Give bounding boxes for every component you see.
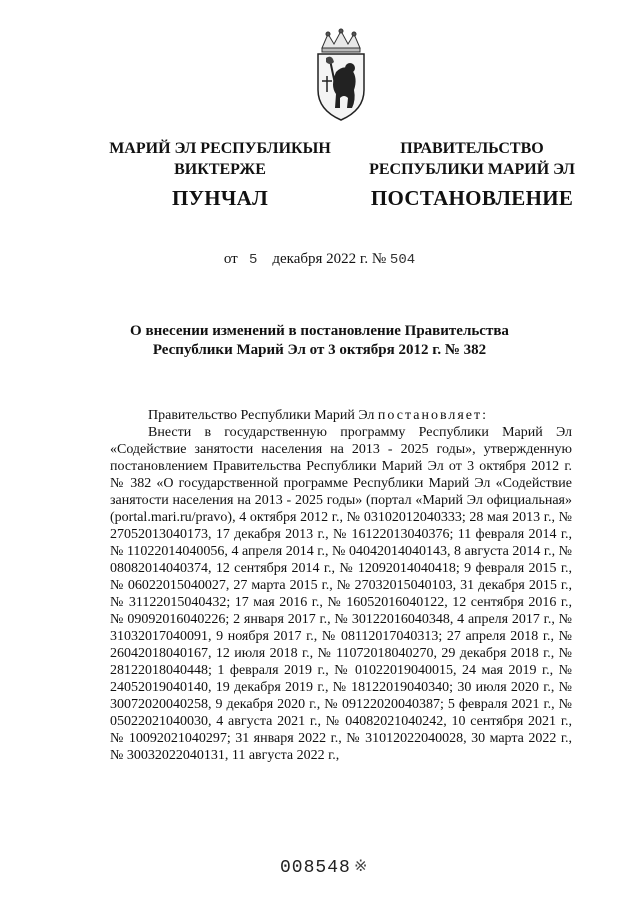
- date-day: 5: [248, 252, 258, 268]
- body-intro-spaced: постановляет:: [377, 408, 489, 423]
- body-intro: [110, 407, 572, 424]
- document-title-line1: О внесении изменений в постановление Правительства: [130, 323, 509, 339]
- header-right-line1: ПРАВИТЕЛЬСТВО: [400, 140, 544, 157]
- header-right-line2: РЕСПУБЛИКИ МАРИЙ ЭЛ: [369, 161, 575, 178]
- header-right-doc-type: ПОСТАНОВЛЕНИЕ: [370, 186, 574, 210]
- body-paragraph: Внести в государственную программу Республики Марий Эл «Содействие занятости населения на 2013 - 2025 годы», утвержденную постановлением Правительства Республики Марий Эл от 3 октября 2012 г. № 382 «О государственной программе Республики Марий Эл «Содействие занятости населения на 2013 - 2025 годы» (портал «Марий Эл официальная» (portal.mari.ru/pravo), 4 октября 2012 г., № 03102012040333; 28 мая 2013 г., № 27052013040173, 17 декабря 2013 г., № 16122013040376; 11 февраля 2014 г., № 11022014040056, 4 апреля 2014 г., № 04042014040143, 8 августа 2014 г., № 08082014040374, 12 сентября 2014 г., № 12092014040418; 9 февраля 2015 г., № 06022015040027, 27 марта 2015 г., № 27032015040103, 31 декабря 2015 г., № 31122015040432; 17 мая 2016 г., № 16052016040122, 12 сентября 2016 г., № 09092016040226; 2 января 2017 г., № 30122016040348, 4 апреля 2017 г., № 31032017040091, 9 ноября 2017 г., № 08112017040313; 27 апреля 2018 г., № 26042018040167, 12 июля 2018 г., № 11072018040270, 29 декабря 2018 г., № 28122018040448; 1 февраля 2019 г., № 01022019040015, 24 мая 2019 г., № 24052019040140, 19 декабря 2019 г., № 18122019040340; 30 июля 2020 г., № 30072020040258, 9 декабря 2020 г., № 09122020040387; 5 февраля 2021 г., № 05022021040030, 4 августа 2021 г., № 04082021040242, 10 сентября 2021 г., № 10092021040297; 31 января 2022 г., № 31012022040028, 30 марта 2022 г., № 30032022040131, 11 августа 2022 г.,: [110, 425, 572, 763]
- body-intro-prefix: Правительство Республики Марий Эл: [148, 408, 375, 423]
- document-body: [110, 407, 572, 764]
- header-left-line1: МАРИЙ ЭЛ РЕСПУБЛИКЫН: [109, 140, 331, 157]
- date-line: [0, 251, 639, 268]
- document-title: [0, 322, 639, 360]
- serial-number: 008548: [280, 858, 351, 878]
- document-title-line2: Республики Марий Эл от 3 октября 2012 г. № 382: [152, 342, 487, 358]
- document-number: 504: [389, 252, 416, 268]
- header-right: [342, 138, 602, 209]
- coat-of-arms-icon: [300, 28, 382, 124]
- header-left-line2: ВИКТЕРЖЕ: [174, 161, 266, 178]
- date-prefix: от: [223, 251, 238, 267]
- header-left: [90, 138, 350, 209]
- header-left-doc-type: ПУНЧАЛ: [171, 186, 269, 210]
- date-month-year: декабря 2022 г. №: [272, 251, 387, 267]
- footer-mark-icon: ※: [354, 858, 368, 875]
